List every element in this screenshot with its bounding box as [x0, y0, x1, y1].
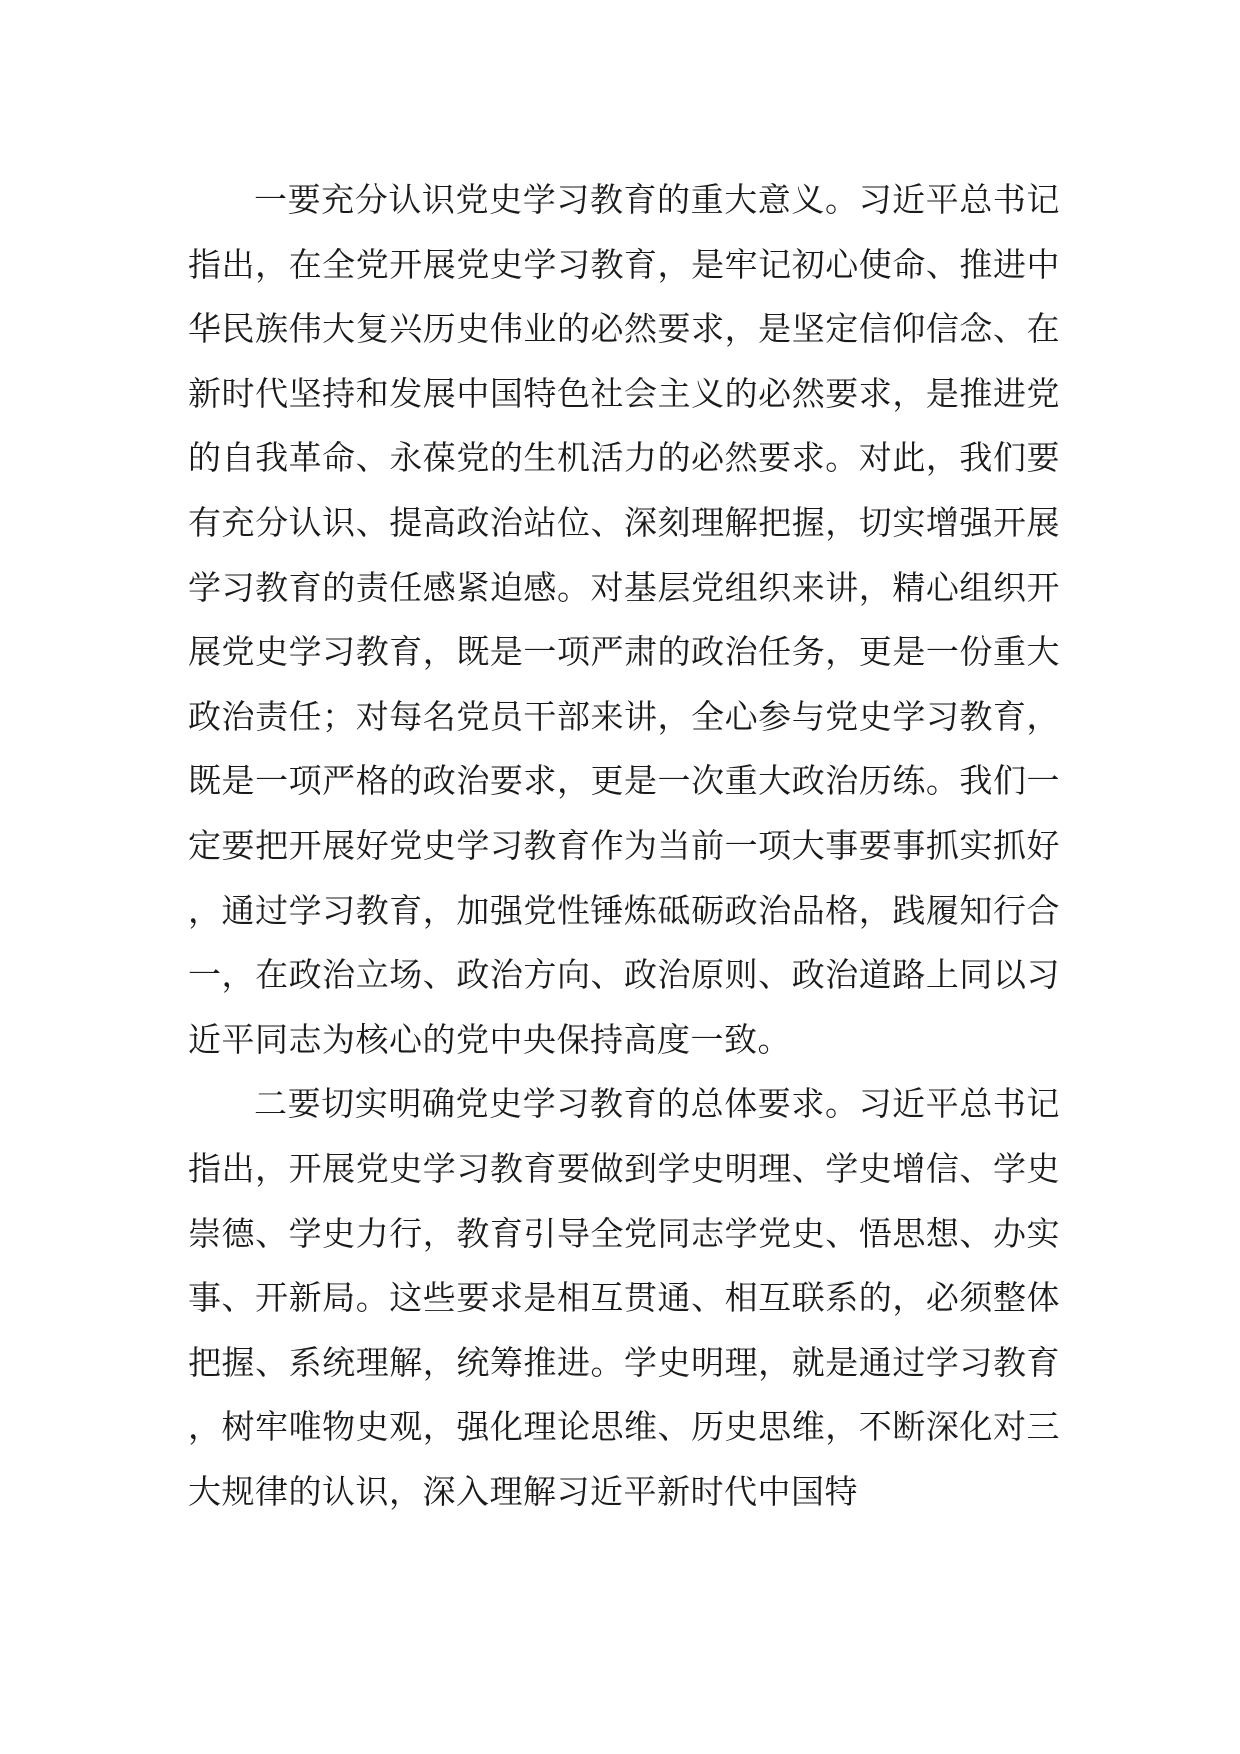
- document-body: [188, 168, 1060, 1524]
- paragraph-1: 一要充分认识党史学习教育的重大意义。习近平总书记指出，在全党开展党史学习教育，是牢记初心使命、推进中华民族伟大复兴历史伟业的必然要求，是坚定信仰信念、在新时代坚持和发展中国特色社会主义的必然要求，是推进党的自我革命、永葆党的生机活力的必然要求。对此，我们要有充分认识、提高政治站位、深刻理解把握，切实增强开展学习教育的责任感紧迫感。对基层党组织来讲，精心组织开展党史学习教育，既是一项严肃的政治任务，更是一份重大政治责任；对每名党员干部来讲，全心参与党史学习教育，既是一项严格的政治要求，更是一次重大政治历练。我们一定要把开展好党史学习教育作为当前一项大事要事抓实抓好，通过学习教育，加强党性锤炼砥砺政治品格，践履知行合一，在政治立场、政治方向、政治原则、政治道路上同以习近平同志为核心的党中央保持高度一致。: [188, 180, 1060, 1059]
- paragraph-2: 二要切实明确党史学习教育的总体要求。习近平总书记指出，开展党史学习教育要做到学史明理、学史增信、学史崇德、学史力行，教育引导全党同志学党史、悟思想、办实事、开新局。这些要求是相互贯通、相互联系的，必须整体把握、系统理解，统筹推进。学史明理，就是通过学习教育，树牢唯物史观，强化理论思维、历史思维，不断深化对三大规律的认识，深入理解习近平新时代中国特: [188, 1084, 1060, 1511]
